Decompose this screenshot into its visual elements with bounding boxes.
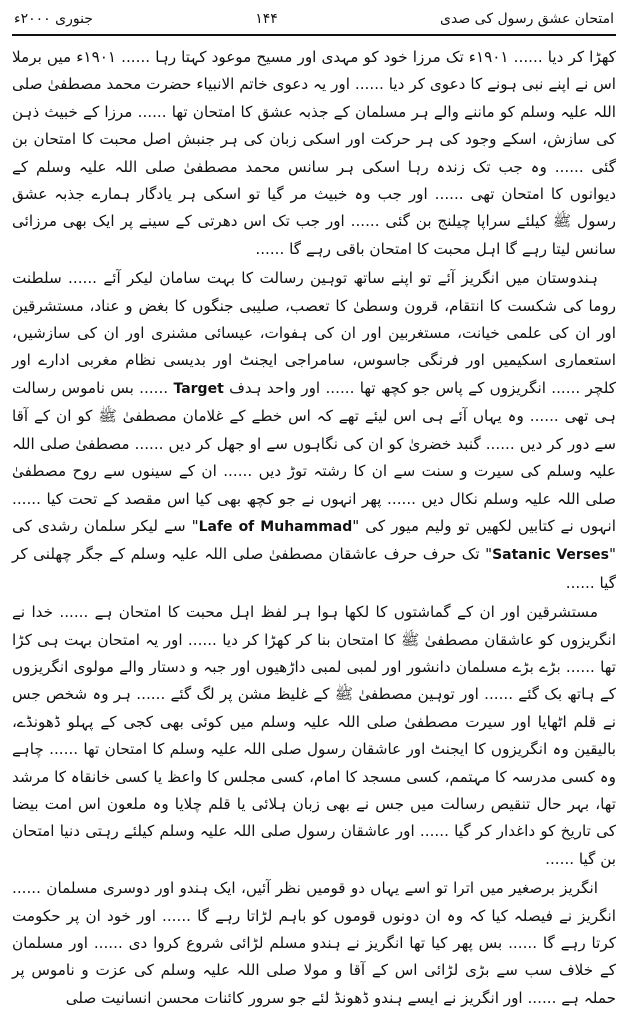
paragraph-text: " سے لیکر سلمان رشدی کی " (12, 516, 616, 564)
paragraph-text: مستشرقین اور ان کے گماشتوں کا لکھا ہوا ہر لفظ اہل محبت کا امتحان ہے ...... خدا نے انگریزوں کو عاشقان مصطفیٰ ﷺ کا امتحان بنا کر کھڑا کر دیا ...... اور یہ امتحان بہت ہی کڑا تھا ...... بڑے بڑے مسلمان دانشور اور لمبی لمبی داڑھیوں اور جبہ و دستار والے مولوی انگریزوں کے ہاتھ بک گئے ...... اور توہین مصطفیٰ ﷺ کے غلیظ مشن پر لگ گئے ...... ہر وہ شخص جس نے قلم اٹھایا اور سیرت مصطفیٰ صلی اللہ علیہ وسلم میں کوئی بھی کجی کے پہلو ڈھونڈے، بالیقین وہ انگریزوں کا ایجنٹ اور عاشقان رسول صلی اللہ علیہ وسلم کا امتحان تھا ...... چاہے وہ کسی مدرسہ کا مہتمم، کسی مسجد کا امام، کسی مجلس کا واعظ یا کسی خانقاہ کا مرشد تھا، بہر حال تنقیص رسالت میں جس نے بھی زبان ہلائی یا قلم چلایا وہ ملعون اس امت بیضا کی تاریخ کو داغدار کر گیا ...... اور عاشقان رسول صلی اللہ علیہ وسلم کیلئے رہتی دنیا امتحان بن گیا ...... (12, 603, 616, 868)
paragraph-text: " تک حرف حرف عاشقان مصطفیٰ صلی اللہ علیہ وسلم کے جگر چھلنی کر گیا ...... (12, 545, 616, 592)
latin-term: Lafe of Muhammad (198, 518, 353, 535)
latin-term: Satanic Verses (492, 547, 609, 564)
date-year: ۲۰۰۰ء (14, 11, 51, 27)
latin-term: Target (173, 380, 224, 397)
date-month: جنوری (55, 11, 93, 27)
paragraph-text: کھڑا کر دیا ...... ۱۹۰۱ء تک مرزا خود کو مہدی اور مسیح موعود کہتا رہا ...... ۱۹۰۱ء میں برملا اس نے اپنے نبی ہونے کا دعوی کر دیا ...... اور یہ دعوی خاتم الانبیاء حضرت محمد مصطفیٰ صلی اللہ علیہ وسلم کو ماننے والے ہر مسلمان کے جذبہ عشق کا امتحان تھا ...... مرزا کے خبیث ذہن کی سازش، اسکے وجود کی ہر حرکت اور اسکی زبان کی ہر جنبش اصل محبت کا امتحان بن گئی ...... وہ جب تک زندہ رہا اسکی ہر سانس محمد مصطفیٰ صلی اللہ علیہ وسلم کے دیوانوں کا امتحان تھی ...... اور جب وہ خبیث مر گیا تو اسکی ہر یادگار ہمارے جذبہ عشق رسول ﷺ کیلئے سراپا چیلنج بن گئی ...... اور جب تک اس دھرتی کے سینے پر ایک بھی مرزائی سانس لیتا رہے گا اہل محبت کا امتحان باقی رہے گا ...... (12, 48, 616, 258)
header-date (14, 11, 93, 27)
paragraph (12, 599, 616, 873)
paragraph (12, 265, 616, 597)
page-header (12, 0, 616, 36)
page-number: ۱۴۴ (255, 11, 278, 27)
header-title: امتحان عشق رسول کی صدی (440, 11, 614, 27)
document-body (12, 44, 616, 1012)
paragraph (12, 44, 616, 263)
paragraph-text: انگریز برصغیر میں اترا تو اسے یہاں دو قومیں نظر آئیں، ایک ہندو اور دوسری مسلمان ...... انگریز نے فیصلہ کیا کہ وہ ان دونوں قوموں کو باہم لڑاتا رہے گا ...... اور خود ان پر حکومت کرتا رہے گا ...... بس پھر کیا تھا انگریز نے ہندو مسلم لڑائی شروع کروا دی ...... اور مسلمان کے خلاف سب سے بڑی لڑائی اس کے آقا و مولا صلی اللہ علیہ وسلم کی عزت و ناموس پر حملہ ہے ...... اور انگریز نے ایسے ہندو ڈھونڈ لئے جو سرور کائنات محسن انسانیت صلی (12, 879, 616, 1007)
paragraph-text: ...... بس ناموس رسالت ہی تھی ...... وہ یہاں آئے ہی اس لیئے تھے کہ اس خطے کے غلامان مصطفیٰ ﷺ کو ان کے آقا سے دور کر دیں ...... گنبد خضریٰ کو ان کی نگاہوں سے او جھل کر دیں ...... مصطفیٰ صلی اللہ علیہ وسلم کی سیرت و سنت سے ان کا رشتہ توڑ دیں ...... ان کے سینوں سے روح مصطفیٰ صلی اللہ علیہ وسلم نکال دیں ...... پھر انہوں نے جو کچھ بھی کیا اس مقصد کے تحت کیا ...... انہوں نے کتابیں لکھیں تو ولیم میور کی " (12, 378, 617, 535)
paragraph-text: ہندوستان میں انگریز آئے تو اپنے ساتھ توہین رسالت کا بہت سامان لیکر آئے ...... سلطنت روما کی شکست کا انتقام، قرون وسطیٰ کا تعصب، صلیبی جنگوں کا بغض و عناد، مستشرقین اور ان کی علمی خیانت، مستغربین اور ان کی ہفوات، عیسائی مشنری اور ان کی سازشیں، استعماری اسکیمیں اور فرنگی جاسوس، سامراجی ایجنٹ اور بدیسی نظام مغربی ادارے اور کلچر ...... انگریزوں کے پاس جو کچھ تھا ...... اور واحد ہدف (12, 269, 616, 397)
paragraph (12, 875, 616, 1012)
